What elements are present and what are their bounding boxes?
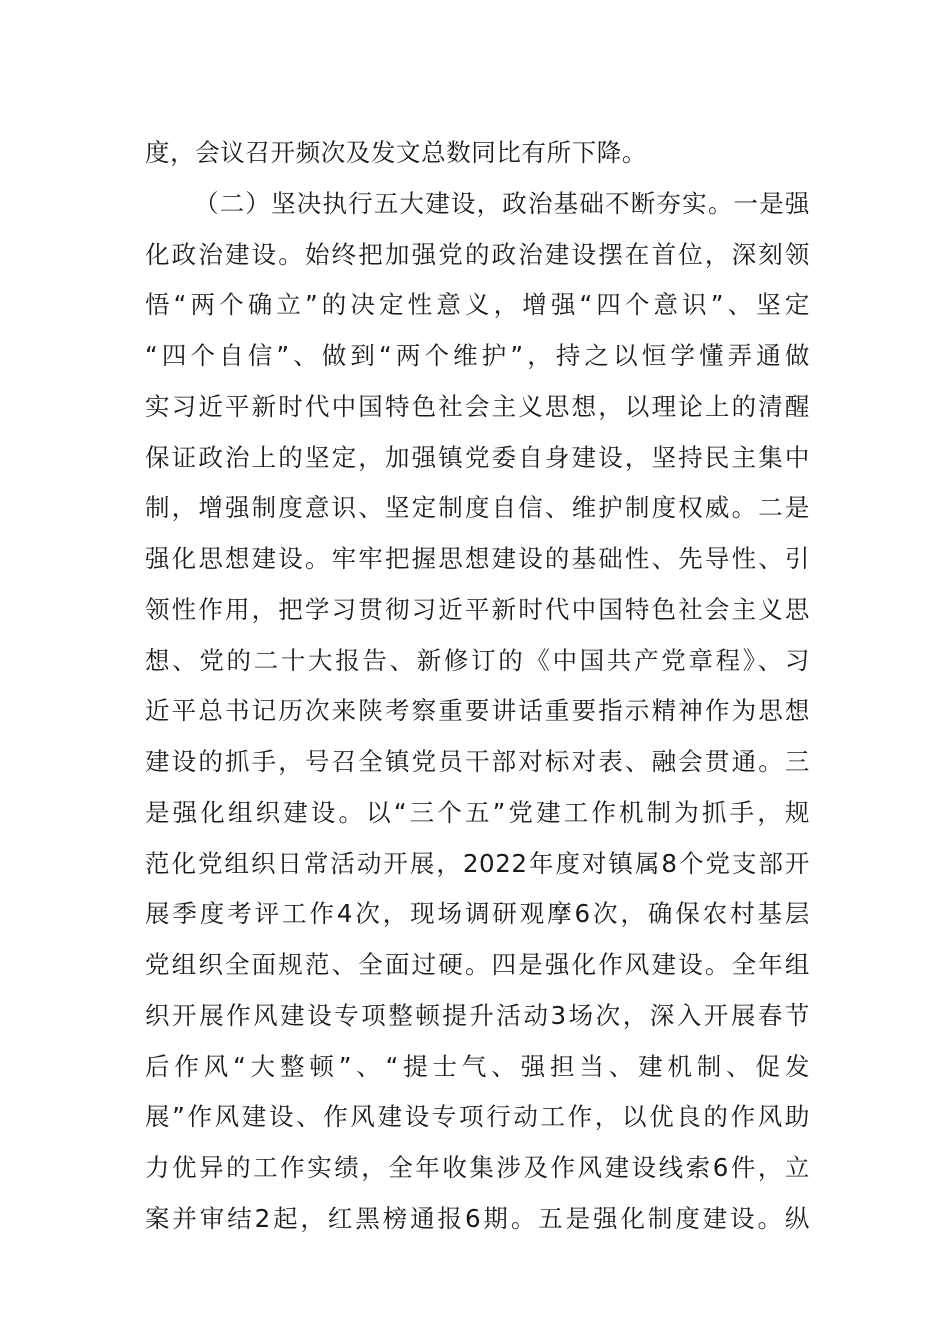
paragraph-line: 是强化组织建设。以“三个五”党建工作机制为抓手，规	[145, 797, 810, 827]
paragraph-line: 展季度考评工作4次，现场调研观摩6次，确保农村基层	[145, 899, 810, 929]
body-text	[145, 128, 810, 1245]
paragraph-line: 建设的抓手，号召全镇党员干部对标对表、融会贯通。三	[145, 747, 810, 776]
paragraph-line: 想、党的二十大报告、新修订的《中国共产党章程》、习	[145, 645, 810, 675]
paragraph-line: 案并审结2起，红黑榜通报6期。五是强化制度建设。纵	[145, 1203, 810, 1233]
paragraph-line: “四个自信”、做到“两个维护”，持之以恒学懂弄通做	[145, 341, 810, 370]
paragraph-line: 力优异的工作实绩，全年收集涉及作风建设线索6件，立	[145, 1153, 810, 1182]
paragraph-line: 度，会议召开频次及发文总数同比有所下降。	[145, 138, 647, 167]
paragraph-line: 范化党组织日常活动开展，2022年度对镇属8个党支部开	[145, 848, 810, 878]
paragraph-line: （二）坚决执行五大建设，政治基础不断夯实。一是强	[194, 188, 810, 218]
paragraph-line: 保证政治上的坚定，加强镇党委自身建设，坚持民主集中	[145, 442, 810, 472]
paragraph-line: 悟“两个确立”的决定性意义，增强“四个意识”、坚定	[145, 290, 810, 320]
paragraph-line: 后作风“大整顿”、“提士气、强担当、建机制、促发	[145, 1051, 810, 1081]
paragraph-line: 近平总书记历次来陕考察重要讲话重要指示精神作为思想	[145, 696, 810, 726]
paragraph-line: 强化思想建设。牢牢把握思想建设的基础性、先导性、引	[145, 544, 810, 573]
paragraph-line: 展”作风建设、作风建设专项行动工作，以优良的作风助	[145, 1102, 810, 1132]
paragraph-line: 领性作用，把学习贯彻习近平新时代中国特色社会主义思	[145, 594, 810, 624]
paragraph-line: 化政治建设。始终把加强党的政治建设摆在首位，深刻领	[145, 239, 810, 269]
paragraph-line: 织开展作风建设专项整顿提升活动3场次，深入开展春节	[145, 1000, 810, 1030]
paragraph-line: 党组织全面规范、全面过硬。四是强化作风建设。全年组	[145, 950, 810, 979]
paragraph-line: 制，增强制度意识、坚定制度自信、维护制度权威。二是	[145, 493, 810, 523]
paragraph-line: 实习近平新时代中国特色社会主义思想，以理论上的清醒	[145, 391, 810, 421]
